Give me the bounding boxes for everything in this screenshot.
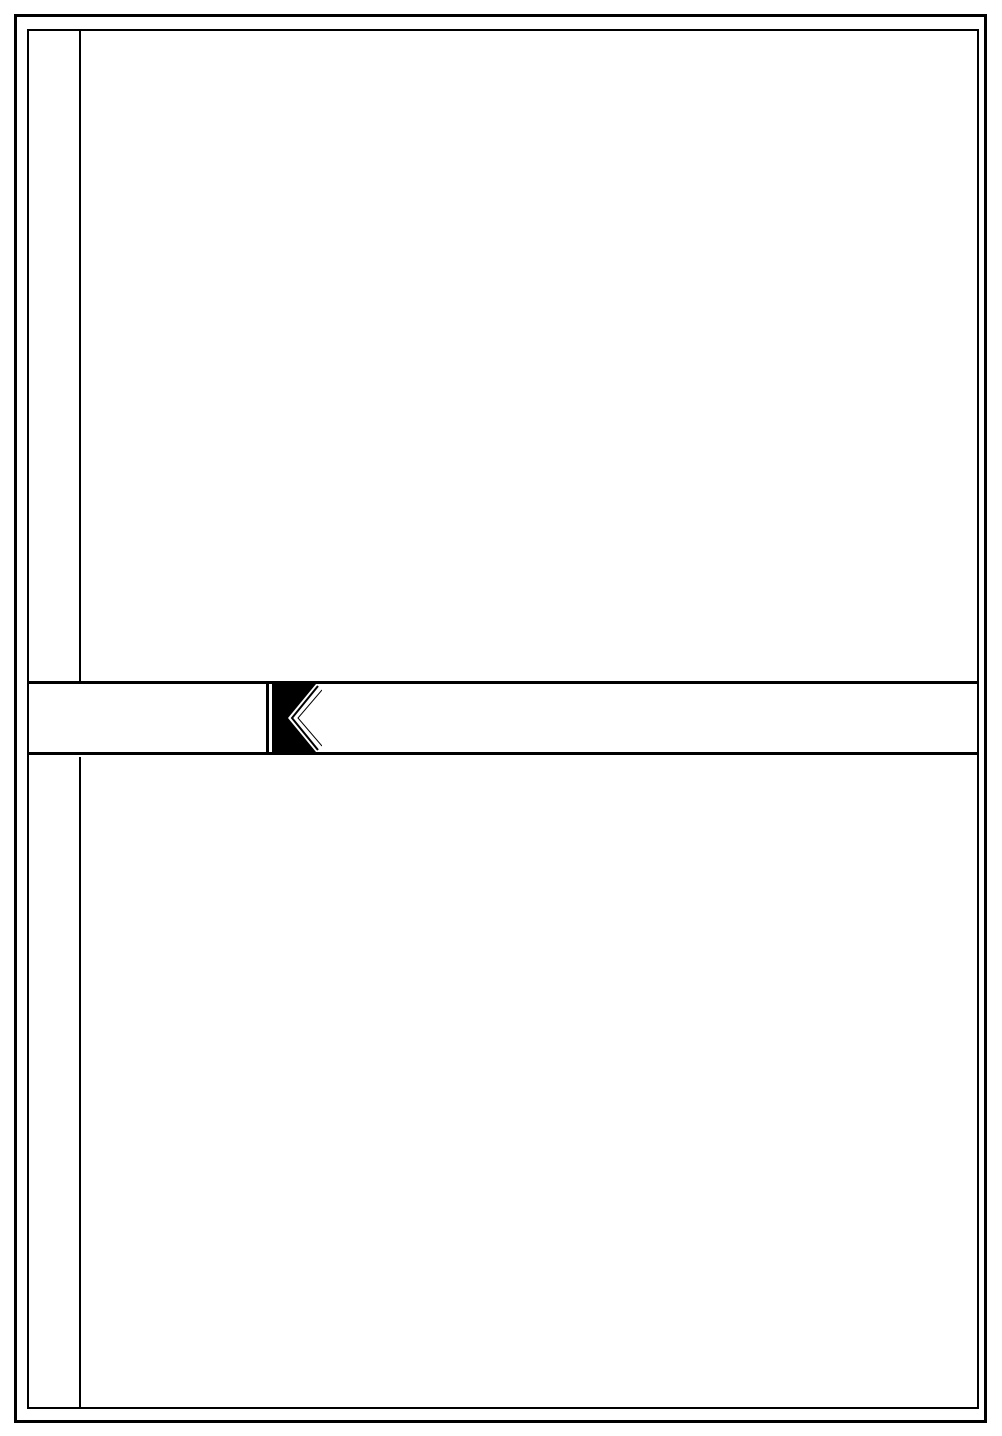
band-divider-black — [266, 684, 322, 752]
arrow-tab-icon — [266, 684, 322, 752]
bottom-gen-column — [29, 757, 81, 1407]
title-band — [29, 681, 977, 755]
top-gen-column — [29, 31, 81, 681]
